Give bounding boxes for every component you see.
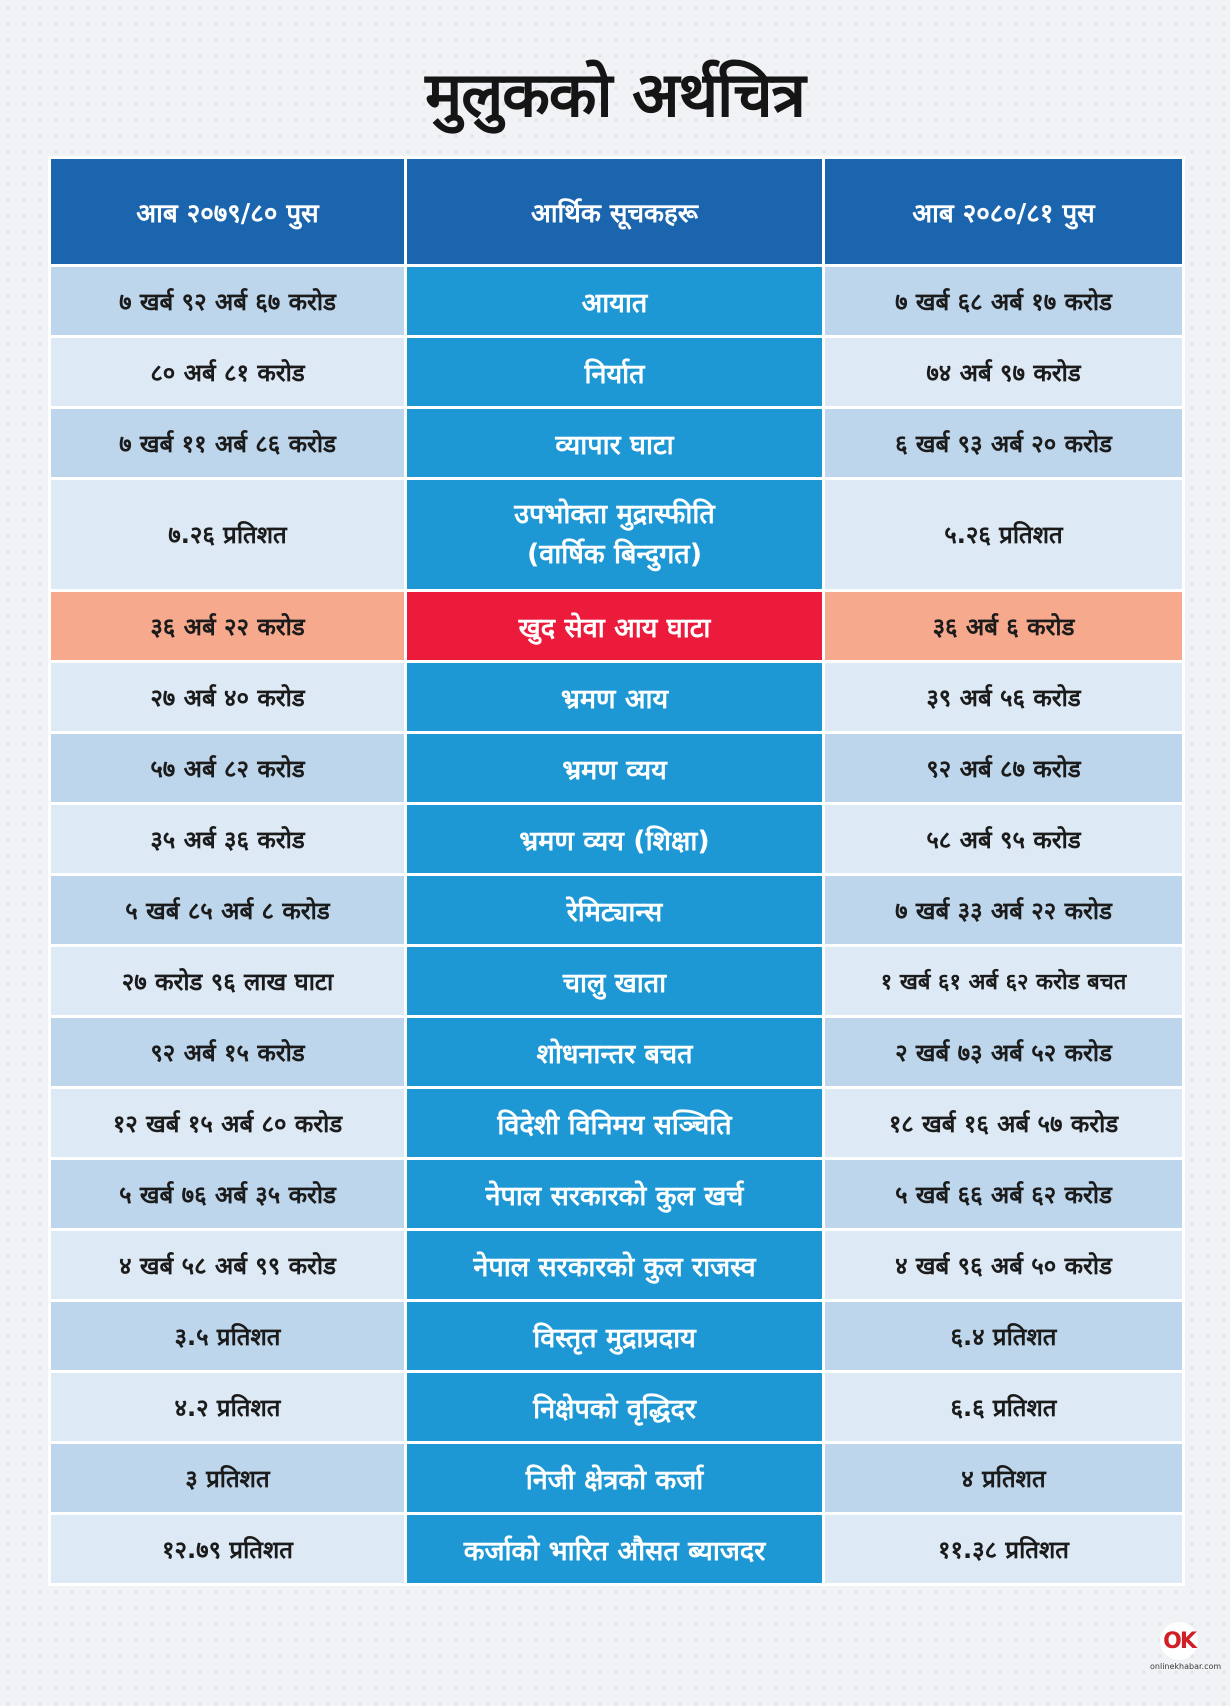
table-row bbox=[50, 1443, 1184, 1514]
indicator-label: नेपाल सरकारको कुल खर्च bbox=[406, 1159, 824, 1230]
table-row bbox=[50, 1159, 1184, 1230]
curr-year-value: ११.३८ प्रतिशत bbox=[824, 1514, 1184, 1585]
table-row bbox=[50, 804, 1184, 875]
indicator-label: खुद सेवा आय घाटा bbox=[406, 591, 824, 662]
page-title: मुलुकको अर्थचित्र bbox=[425, 58, 805, 131]
prev-year-value: ७ खर्ब ११ अर्ब ८६ करोड bbox=[50, 408, 406, 479]
table-row bbox=[50, 408, 1184, 479]
table-row bbox=[50, 946, 1184, 1017]
curr-year-value: ६.४ प्रतिशत bbox=[824, 1301, 1184, 1372]
prev-year-value: ३.५ प्रतिशत bbox=[50, 1301, 406, 1372]
table-row bbox=[50, 1088, 1184, 1159]
prev-year-value: ७ खर्ब ९२ अर्ब ६७ करोड bbox=[50, 266, 406, 337]
header-fy-2079-80: आब २०७९/८० पुस bbox=[50, 158, 406, 266]
indicator-label: आयात bbox=[406, 266, 824, 337]
indicator-label: भ्रमण आय bbox=[406, 662, 824, 733]
prev-year-value: ५७ अर्ब ८२ करोड bbox=[50, 733, 406, 804]
indicator-label: विस्तृत मुद्राप्रदाय bbox=[406, 1301, 824, 1372]
table-row bbox=[50, 1017, 1184, 1088]
curr-year-value: ३९ अर्ब ५६ करोड bbox=[824, 662, 1184, 733]
indicator-label: चालु खाता bbox=[406, 946, 824, 1017]
table-row bbox=[50, 1372, 1184, 1443]
indicator-label: शोधनान्तर बचत bbox=[406, 1017, 824, 1088]
indicator-label: कर्जाको भारित औसत ब्याजदर bbox=[406, 1514, 824, 1585]
table-row bbox=[50, 875, 1184, 946]
indicator-label: रेमिट्यान्स bbox=[406, 875, 824, 946]
indicator-label-line-2: (वार्षिक बिन्दुगत) bbox=[526, 538, 703, 570]
table-row-highlighted bbox=[50, 591, 1184, 662]
curr-year-value: ४ प्रतिशत bbox=[824, 1443, 1184, 1514]
indicator-label: भ्रमण व्यय (शिक्षा) bbox=[406, 804, 824, 875]
onlinekhabar-logo bbox=[1150, 1622, 1222, 1680]
prev-year-value: १२ खर्ब १५ अर्ब ८० करोड bbox=[50, 1088, 406, 1159]
ok-logo-icon: OK bbox=[1160, 1622, 1198, 1660]
prev-year-value: २७ करोड ९६ लाख घाटा bbox=[50, 946, 406, 1017]
curr-year-value: ७४ अर्ब ९७ करोड bbox=[824, 337, 1184, 408]
curr-year-value: ४ खर्ब ९६ अर्ब ५० करोड bbox=[824, 1230, 1184, 1301]
prev-year-value: ७.२६ प्रतिशत bbox=[50, 479, 406, 591]
curr-year-value: ७ खर्ब ६८ अर्ब १७ करोड bbox=[824, 266, 1184, 337]
prev-year-value: ४ खर्ब ५८ अर्ब ९९ करोड bbox=[50, 1230, 406, 1301]
curr-year-value: ५८ अर्ब ९५ करोड bbox=[824, 804, 1184, 875]
curr-year-value: ५.२६ प्रतिशत bbox=[824, 479, 1184, 591]
logo-wordmark: onlinekhabar.com bbox=[1150, 1662, 1222, 1671]
indicator-label: निक्षेपको वृद्धिदर bbox=[406, 1372, 824, 1443]
curr-year-value: १ खर्ब ६१ अर्ब ६२ करोड बचत bbox=[824, 946, 1184, 1017]
curr-year-value: ३६ अर्ब ६ करोड bbox=[824, 591, 1184, 662]
table-row bbox=[50, 479, 1184, 591]
curr-year-value: १८ खर्ब १६ अर्ब ५७ करोड bbox=[824, 1088, 1184, 1159]
curr-year-value: ७ खर्ब ३३ अर्ब २२ करोड bbox=[824, 875, 1184, 946]
prev-year-value: ३५ अर्ब ३६ करोड bbox=[50, 804, 406, 875]
table-header-row bbox=[50, 158, 1184, 266]
prev-year-value: ३ प्रतिशत bbox=[50, 1443, 406, 1514]
indicator-label: नेपाल सरकारको कुल राजस्व bbox=[406, 1230, 824, 1301]
indicator-label: निजी क्षेत्रको कर्जा bbox=[406, 1443, 824, 1514]
table-row bbox=[50, 266, 1184, 337]
table-row bbox=[50, 1301, 1184, 1372]
table-row bbox=[50, 337, 1184, 408]
header-fy-2080-81: आब २०८०/८१ पुस bbox=[824, 158, 1184, 266]
curr-year-value: ६ खर्ब ९३ अर्ब २० करोड bbox=[824, 408, 1184, 479]
table-row bbox=[50, 662, 1184, 733]
prev-year-value: ५ खर्ब ८५ अर्ब ८ करोड bbox=[50, 875, 406, 946]
prev-year-value: ४.२ प्रतिशत bbox=[50, 1372, 406, 1443]
indicator-label: भ्रमण व्यय bbox=[406, 733, 824, 804]
prev-year-value: ८० अर्ब ८१ करोड bbox=[50, 337, 406, 408]
prev-year-value: ५ खर्ब ७६ अर्ब ३५ करोड bbox=[50, 1159, 406, 1230]
table-row bbox=[50, 1230, 1184, 1301]
economic-indicators-table bbox=[48, 156, 1185, 1586]
curr-year-value: २ खर्ब ७३ अर्ब ५२ करोड bbox=[824, 1017, 1184, 1088]
prev-year-value: ९२ अर्ब १५ करोड bbox=[50, 1017, 406, 1088]
indicator-label: व्यापार घाटा bbox=[406, 408, 824, 479]
prev-year-value: २७ अर्ब ४० करोड bbox=[50, 662, 406, 733]
header-indicators: आर्थिक सूचकहरू bbox=[406, 158, 824, 266]
prev-year-value: ३६ अर्ब २२ करोड bbox=[50, 591, 406, 662]
table-row bbox=[50, 1514, 1184, 1585]
indicator-label: विदेशी विनिमय सञ्चिति bbox=[406, 1088, 824, 1159]
prev-year-value: १२.७९ प्रतिशत bbox=[50, 1514, 406, 1585]
indicator-label-line-1: उपभोक्ता मुद्रास्फीति bbox=[514, 498, 715, 530]
indicator-label bbox=[406, 479, 824, 591]
indicator-label: निर्यात bbox=[406, 337, 824, 408]
curr-year-value: ५ खर्ब ६६ अर्ब ६२ करोड bbox=[824, 1159, 1184, 1230]
curr-year-value: ६.६ प्रतिशत bbox=[824, 1372, 1184, 1443]
curr-year-value: ९२ अर्ब ८७ करोड bbox=[824, 733, 1184, 804]
table-row bbox=[50, 733, 1184, 804]
